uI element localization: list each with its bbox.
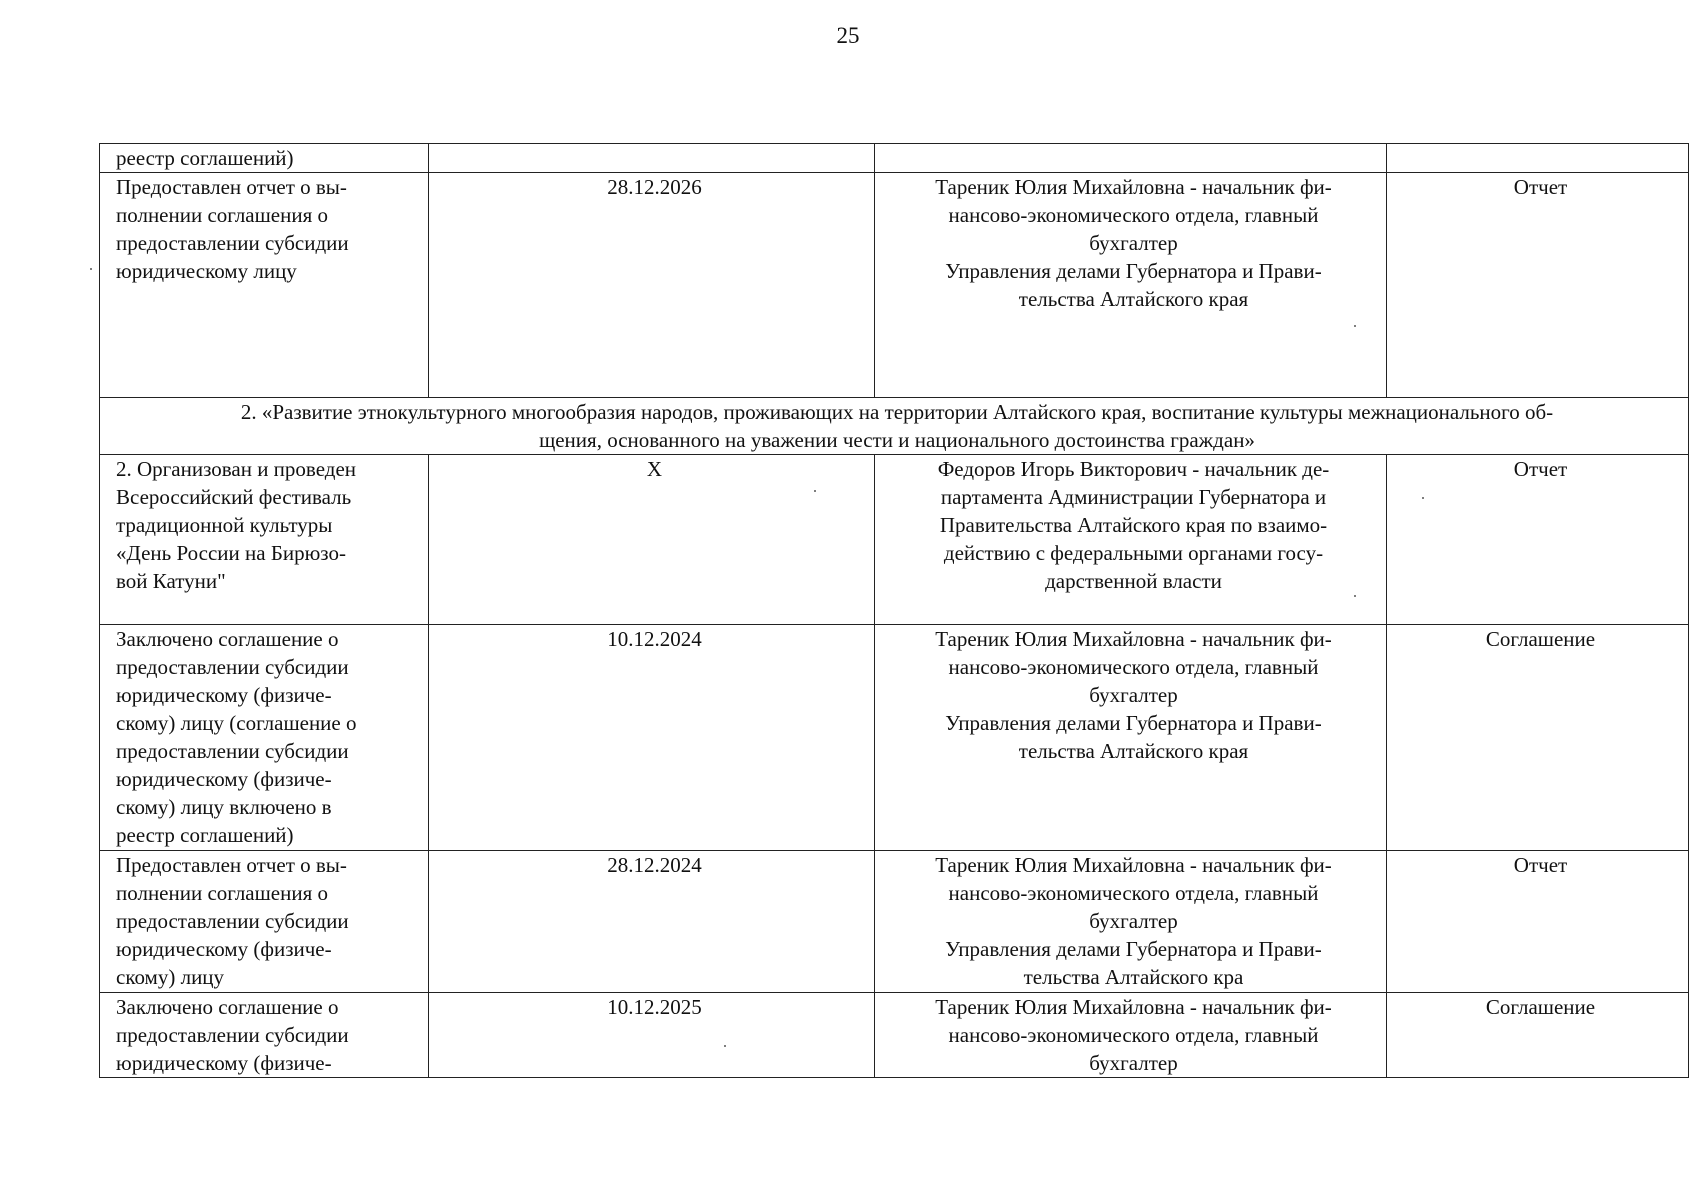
responsible-cell: Тареник Юлия Михайловна - начальник фи- нансово-экономического отдела, главный бухгалтер Управления делами Губернатора и Прави- тельства Алтайского кра: [875, 851, 1387, 993]
activity-plan-table: [99, 143, 1689, 1078]
date-cell: 28.12.2026: [429, 173, 875, 398]
responsible-cell: Тареник Юлия Михайловна - начальник фи- нансово-экономического отдела, главный бухгалтер Управления делами Губернатора и Прави- тельства Алтайского края: [875, 173, 1387, 398]
scan-speck: [90, 268, 92, 270]
page-number: 25: [836, 23, 860, 48]
scan-speck: [1422, 497, 1424, 499]
section-heading: 2. «Развитие этнокультурного многообразия народов, проживающих на территории Алтайского края, воспитание культуры межнационального об- щения, основанного на уважении чести и национального достоинства граждан»: [100, 398, 1689, 455]
scan-speck: [1354, 595, 1356, 597]
result-cell: Предоставлен отчет о вы- полнении соглашения о предоставлении субсидии юридическому лицу: [100, 173, 429, 398]
table-row: [100, 625, 1689, 851]
document-type-cell: Отчет: [1387, 851, 1689, 993]
date-cell: [429, 144, 875, 173]
result-cell: Заключено соглашение о предоставлении субсидии юридическому (физиче-: [100, 993, 429, 1078]
scan-speck: [814, 490, 816, 492]
document-type-cell: Отчет: [1387, 173, 1689, 398]
responsible-cell: Тареник Юлия Михайловна - начальник фи- нансово-экономического отдела, главный бухгалтер: [875, 993, 1387, 1078]
date-cell: 10.12.2024: [429, 625, 875, 851]
responsible-cell: [875, 144, 1387, 173]
responsible-cell: Федоров Игорь Викторович - начальник де- партамента Администрации Губернатора и Правительства Алтайского края по взаимо- действию с федеральными органами госу- дарственной власти: [875, 455, 1387, 625]
date-cell: X: [429, 455, 875, 625]
result-cell: Предоставлен отчет о вы- полнении соглашения о предоставлении субсидии юридическому (физиче- скому) лицу: [100, 851, 429, 993]
document-type-cell: [1387, 144, 1689, 173]
result-cell: Заключено соглашение о предоставлении субсидии юридическому (физиче- скому) лицу (соглашение о предоставлении субсидии юридическому (физиче- скому) лицу включено в реестр соглашений): [100, 625, 429, 851]
table-row: [100, 455, 1689, 625]
table-row: [100, 993, 1689, 1078]
result-cell: реестр соглашений): [100, 144, 429, 173]
table-row: [100, 144, 1689, 173]
scan-speck: [1354, 325, 1356, 327]
date-cell: 10.12.2025: [429, 993, 875, 1078]
document-type-cell: Отчет: [1387, 455, 1689, 625]
table-row: [100, 173, 1689, 398]
result-cell: 2. Организован и проведен Всероссийский фестиваль традиционной культуры «День России на Бирюзо- вой Катуни": [100, 455, 429, 625]
document-type-cell: Соглашение: [1387, 993, 1689, 1078]
date-cell: 28.12.2024: [429, 851, 875, 993]
scan-speck: [724, 1045, 726, 1047]
section-heading-row: [100, 398, 1689, 455]
responsible-cell: Тареник Юлия Михайловна - начальник фи- нансово-экономического отдела, главный бухгалтер Управления делами Губернатора и Прави- тельства Алтайского края: [875, 625, 1387, 851]
table-row: [100, 851, 1689, 993]
document-type-cell: Соглашение: [1387, 625, 1689, 851]
